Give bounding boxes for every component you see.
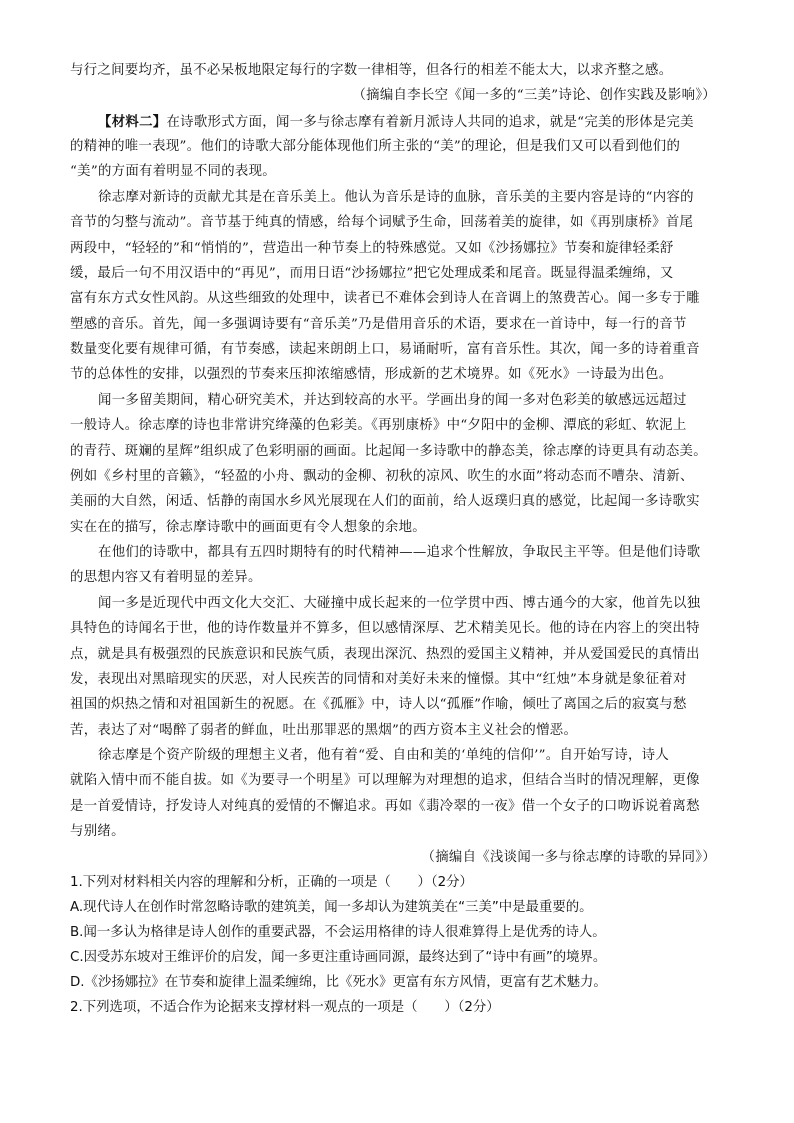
body-line: 的青荇、斑斓的星辉”组织成了色彩明丽的画面。比起闻一多诗歌中的静态美，徐志摩的诗更具有动态美。 [70,444,707,459]
body-line: 在他们的诗歌中，都具有五四时期特有的时代精神——追求个性解放，争取民主平等。但是他们诗歌 [98,545,701,560]
body-line: 的精神的唯一表现”。他们的诗歌大部分能体现他们所主张的“美”的理论，但是我们又可以看到他们的 [70,139,681,154]
question-2-stem: 2.下列选项，不适合作为论据来支撑材料一观点的一项是（ ）（2分） [70,1000,500,1015]
body-line: 节的总体性的安排，以强烈的节奏来压抑浓缩感情，形成新的艺术境界。如《死水》一诗最为出色。 [70,367,673,382]
body-line [98,110,694,134]
body-line: 祖国的炽热之情和对祖国新生的祝愿。在《孤雁》中，诗人以“孤雁”作喻，倾吐了离国之后的寂寞与愁 [70,697,687,712]
body-line: 是一首爱情诗，抒发诗人对纯真的爱情的不懈追求。再如《翡冷翠的一夜》借一个女子的口吻诉说着离愁 [70,799,700,814]
body-line: 一般诗人。徐志摩的诗也非常讲究绛藻的色彩美。《再别康桥》中“夕阳中的金柳、潭底的彩虹、软泥上 [70,418,687,433]
body-line: 就陷入情中而不能自拔。如《为要寻一个明星》可以理解为对理想的追求，但结合当时的情况理解，更像 [70,773,700,788]
body-line: 徐志摩是个资产阶级的理想主义者，他有着“爱、自由和美的‘单纯的信仰’”。自开始写诗，诗人 [98,748,670,763]
body-line: 闻一多留美期间，精心研究美术，并达到较高的水平。学画出身的闻一多对色彩美的敏感远远超过 [98,393,687,408]
body-line: 塑感的音乐。首先，闻一多强调诗要有“音乐美”乃是借用音乐的术语，要求在一首诗中，每一行的音节 [70,317,687,332]
body-line: 发，表现出对黑暗现实的厌恶，对人民疾苦的同情和对美好未来的憧憬。其中“红烛”本身就是象征着对 [70,672,687,687]
body-line: “美”的方面有着明显不同的表现。 [70,164,276,179]
question-1-option-d: D.《沙扬娜拉》在节奏和旋律上温柔缠绵，比《死水》更富有东方风情，更富有艺术魅力。 [70,975,607,990]
body-line: 与行之间要均齐，虽不必呆板地限定每行的字数一律相等，但各行的相差不能太大，以求齐整之感。 [70,63,673,78]
source-citation: （摘编自李长空《闻一多的“三美”诗论、创作实践及影响》） [352,88,716,103]
question-1-option-c: C.因受苏东坡对王维评价的启发，闻一多更注重诗画同源，最终达到了“诗中有画”的境界。 [70,950,607,965]
body-line: 实在在的描写，徐志摩诗歌中的画面更有令人想象的余地。 [70,520,426,535]
question-1-option-b: B.闻一多认为格律是诗人创作的重要武器，不会运用格律的诗人很难算得上是优秀的诗人。 [70,925,606,940]
question-1-option-a: A.现代诗人在创作时常忽略诗歌的建筑美，闻一多却认为建筑美在“三美”中是最重要的。 [70,900,593,915]
body-line: 苦，表达了对“喝醉了弱者的鲜血，吐出那罪恶的黑烟”的西方资本主义社会的憎恶。 [70,723,578,738]
body-line: 两段中，“轻轻的”和“悄悄的”，营造出一种节奏上的特殊感觉。又如《沙扬娜拉》节奏和旋律轻柔舒 [70,241,674,256]
body-line: 美丽的大自然，闲适、恬静的南国水乡风光展现在人们的面前，给人返璞归真的感觉，比起闻一多诗歌实 [70,494,700,509]
body-line: 富有东方式女性风韵。从这些细致的处理中，读者已不难体会到诗人在音调上的煞费苦心。闻一多专于雕 [70,291,700,306]
body-line: 与别绪。 [70,824,125,839]
body-line: 数量变化要有规律可循，有节奏感，读起来朗朗上口，易诵耐听，富有音乐性。其次，闻一多的诗着重音 [70,342,700,357]
source-citation: （摘编自《浅谈闻一多与徐志摩的诗歌的异同》） [421,850,716,865]
body-line: 缓，最后一句不用汉语中的“再见”，而用日语“沙扬娜拉”把它处理成柔和尾音。既显得温柔缠绵，又 [70,266,674,281]
body-text: 在诗歌形式方面，闻一多与徐志摩有着新月派诗人共同的追求，就是“完美的形体是完美 [166,115,694,130]
body-line: 徐志摩对新诗的贡献尤其是在音乐美上。他认为音乐是诗的血脉，音乐美的主要内容是诗的“内容的 [98,190,694,205]
body-line: 音节的匀整与流动”。音节基于纯真的情感，给每个词赋予生命，回荡着美的旋律，如《再别康桥》首尾 [70,215,694,230]
material-heading: 【材料二】 [98,114,167,130]
body-line: 具特色的诗闻名于世，他的诗作数量并不算多，但以感情深厚、艺术精美见长。他的诗在内容上的突出特 [70,621,700,636]
question-1-stem: 1.下列对材料相关内容的理解和分析，正确的一项是（ ）（2分） [70,875,473,890]
body-line: 点，就是具有极强烈的民族意识和民族气质，表现出深沉、热烈的爱国主义精神，并从爱国爱民的真情出 [70,647,700,662]
body-line: 例如《乡村里的音籁》，“轻盈的小舟、飘动的金柳、初秋的凉风、吹生的水面”将动态而不嘈杂、清新、 [70,469,694,484]
body-line: 闻一多是近现代中西文化大交汇、大碰撞中成长起来的一位学贯中西、博古通今的大家，他首先以独 [98,596,701,611]
body-line: 的思想内容又有着明显的差异。 [70,570,262,585]
